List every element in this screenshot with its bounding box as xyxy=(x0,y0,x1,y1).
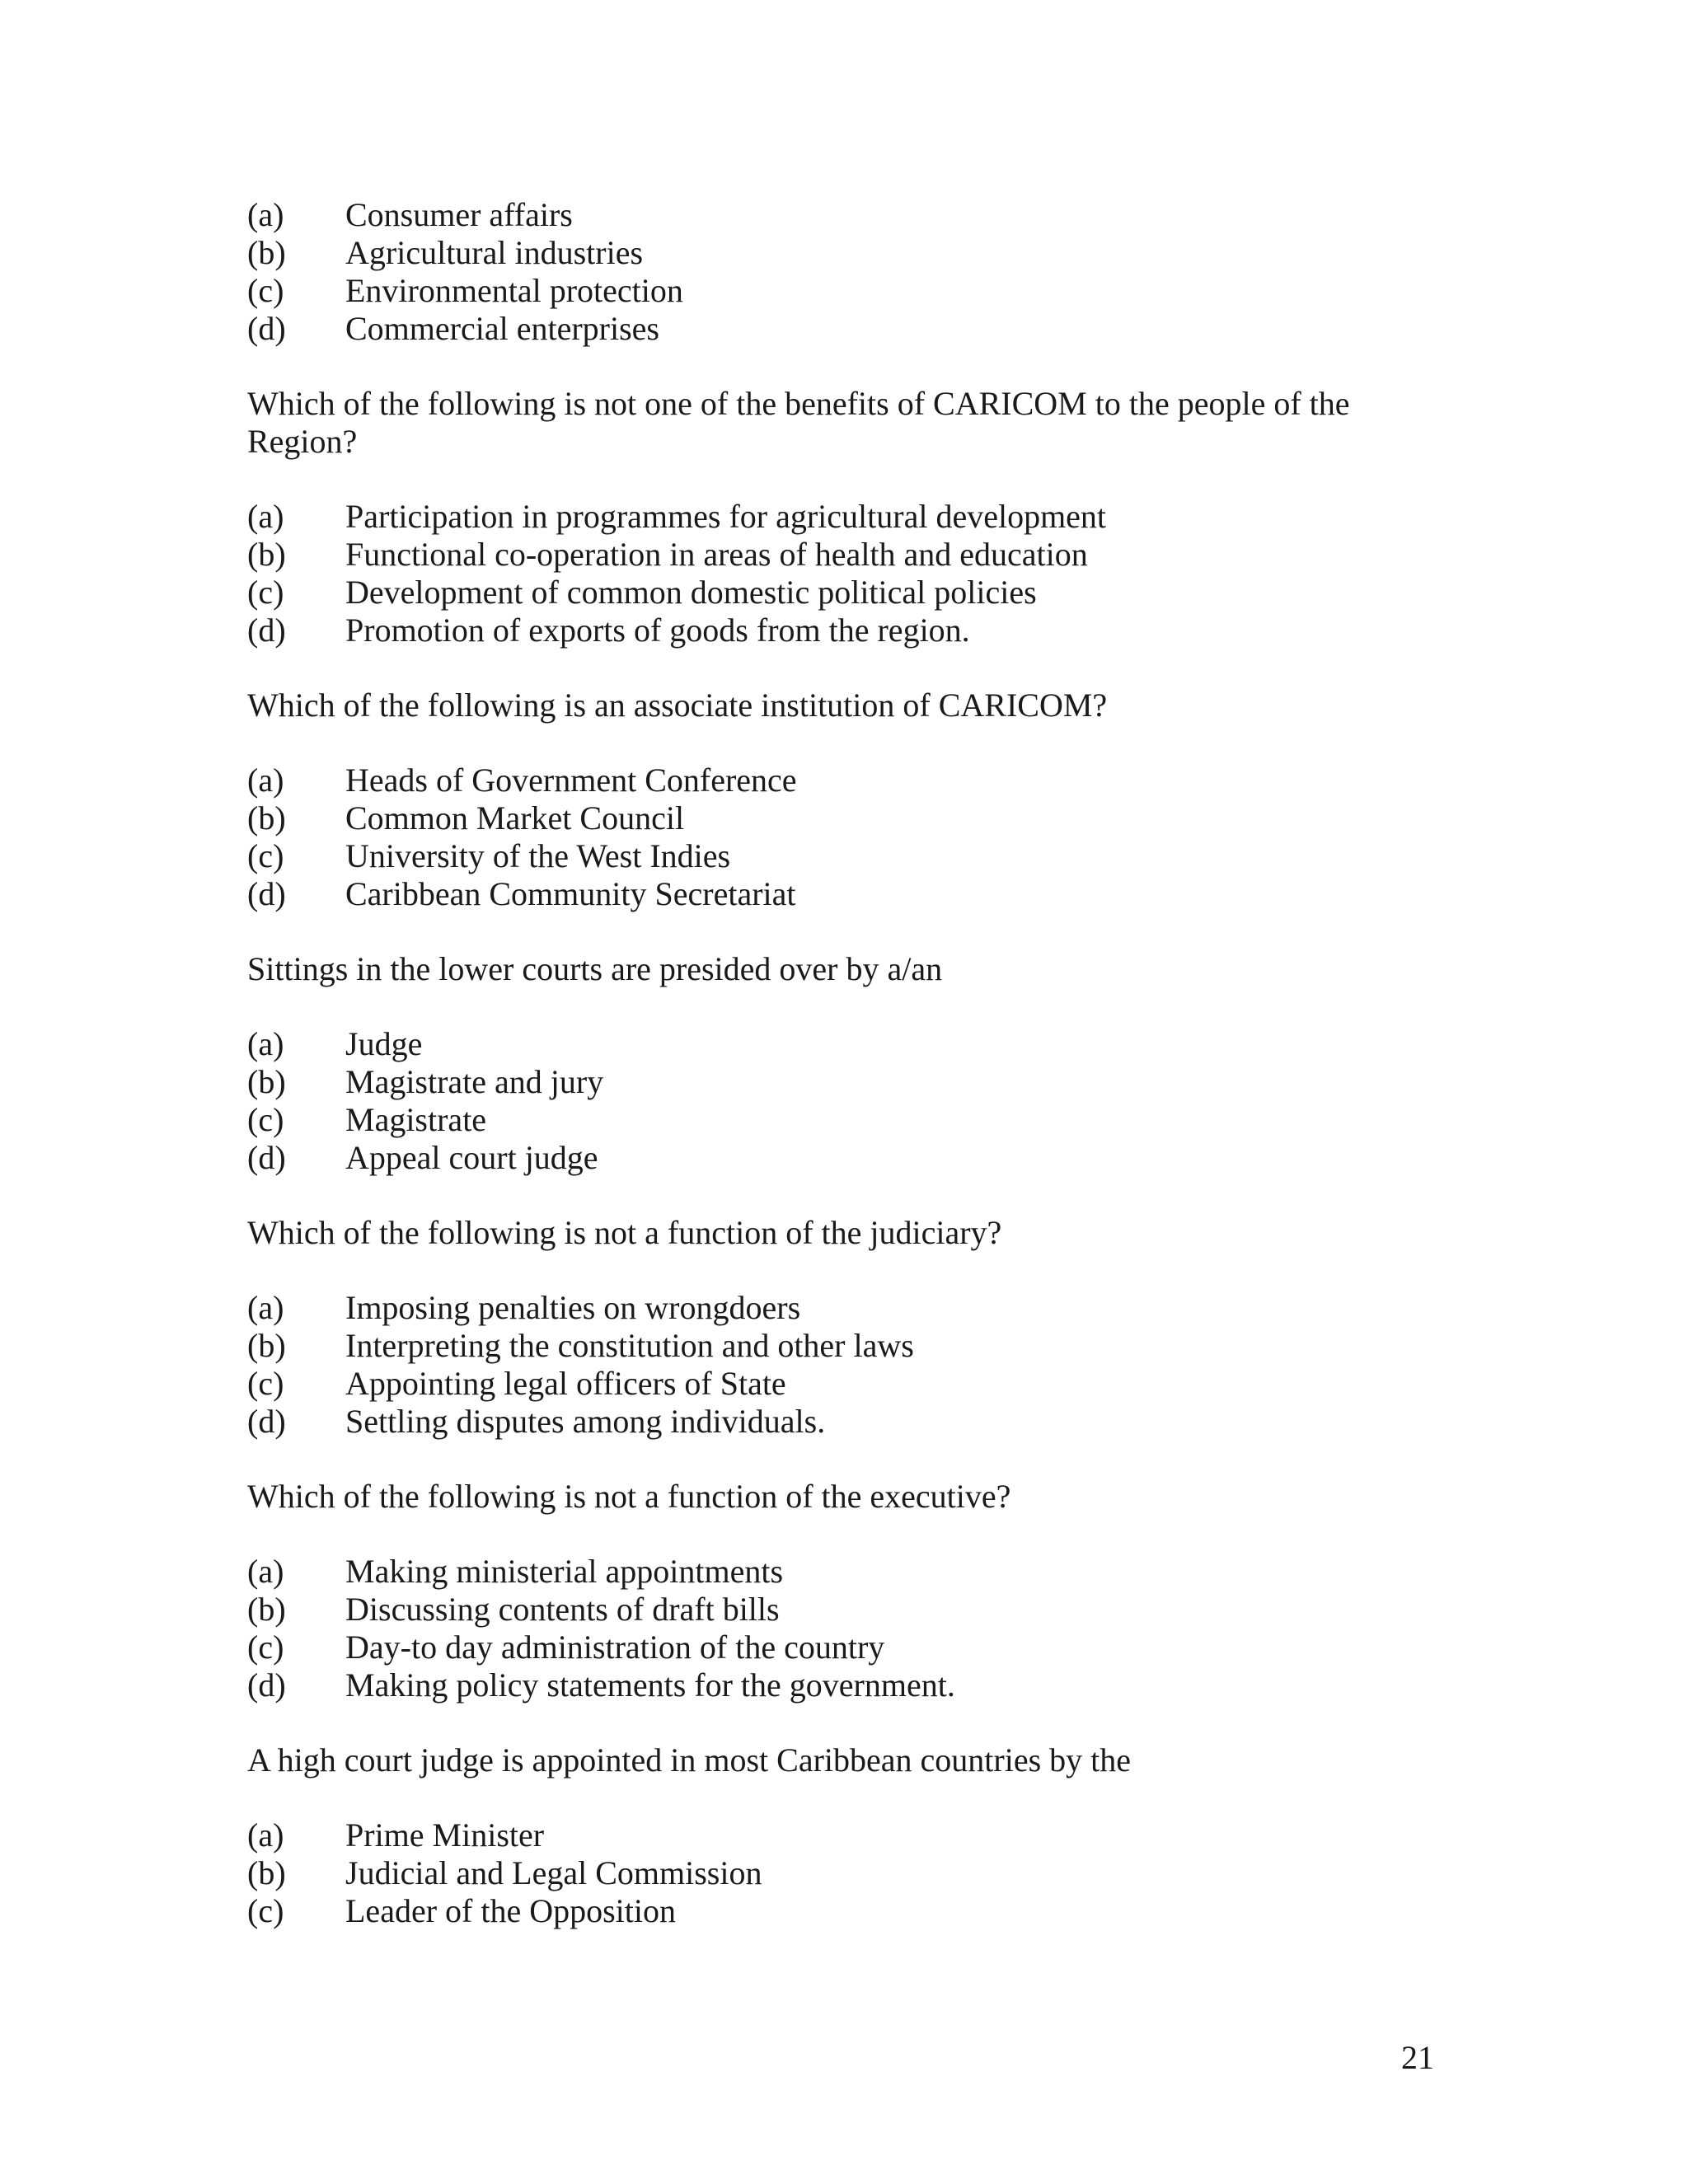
option-text: Magistrate xyxy=(345,1101,487,1138)
option-item xyxy=(247,272,1442,310)
option-letter: (a) xyxy=(247,1816,284,1854)
option-item xyxy=(247,1666,1442,1704)
options-list xyxy=(247,1289,1442,1441)
option-text: Judge xyxy=(345,1025,423,1062)
option-letter: (c) xyxy=(247,1892,284,1929)
option-text: Agricultural industries xyxy=(345,234,644,271)
option-text: Common Market Council xyxy=(345,799,685,837)
option-item xyxy=(247,1403,1442,1441)
option-letter: (c) xyxy=(247,1365,284,1402)
option-letter: (a) xyxy=(247,498,284,535)
question-text: Which of the following is not a function of the executive? xyxy=(247,1478,1011,1515)
option-text: University of the West Indies xyxy=(345,837,731,874)
option-text: Appeal court judge xyxy=(345,1139,598,1176)
option-text: Judicial and Legal Commission xyxy=(345,1854,762,1891)
option-text: Heads of Government Conference xyxy=(345,762,797,799)
options-list xyxy=(247,196,1442,348)
option-item xyxy=(247,1591,1442,1629)
option-item xyxy=(247,1816,1442,1854)
option-item xyxy=(247,1063,1442,1101)
option-text: Appointing legal officers of State xyxy=(345,1365,786,1402)
option-text: Making ministerial appointments xyxy=(345,1553,784,1590)
option-letter: (d) xyxy=(247,1139,286,1176)
option-text: Day-to day administration of the country xyxy=(345,1629,885,1666)
option-letter: (c) xyxy=(247,1629,284,1666)
option-item xyxy=(247,1327,1442,1365)
option-item xyxy=(247,1629,1442,1666)
option-item xyxy=(247,1553,1442,1591)
option-item xyxy=(247,498,1442,536)
question-text: Which of the following is an associate institution of CARICOM? xyxy=(247,687,1108,724)
option-letter: (b) xyxy=(247,536,286,573)
option-text: Making policy statements for the government. xyxy=(345,1666,955,1704)
option-text: Settling disputes among individuals. xyxy=(345,1403,826,1440)
question-text: Which of the following is not one of the benefits of CARICOM to the people of the Region? xyxy=(247,385,1350,460)
option-item xyxy=(247,1892,1442,1930)
question-text: Which of the following is not a function of the judiciary? xyxy=(247,1214,1002,1251)
option-letter: (d) xyxy=(247,1666,286,1704)
option-letter: (b) xyxy=(247,234,286,271)
option-letter: (d) xyxy=(247,1403,286,1440)
option-text: Leader of the Opposition xyxy=(345,1892,676,1929)
option-letter: (b) xyxy=(247,1854,286,1891)
option-item xyxy=(247,875,1442,913)
option-text: Promotion of exports of goods from the region. xyxy=(345,612,970,649)
option-text: Caribbean Community Secretariat xyxy=(345,875,796,912)
option-item xyxy=(247,1139,1442,1177)
option-item xyxy=(247,612,1442,649)
page-number: 21 xyxy=(1401,2039,1434,2076)
option-letter: (c) xyxy=(247,1101,284,1138)
question-text: A high court judge is appointed in most Caribbean countries by the xyxy=(247,1741,1132,1779)
option-item xyxy=(247,1365,1442,1403)
option-letter: (a) xyxy=(247,196,284,233)
question-list xyxy=(247,196,1442,1930)
options-list xyxy=(247,1816,1442,1930)
option-text: Consumer affairs xyxy=(345,196,573,233)
question-text: Sittings in the lower courts are presided over by a/an xyxy=(247,950,943,987)
option-letter: (a) xyxy=(247,1025,284,1062)
option-letter: (c) xyxy=(247,272,284,309)
option-text: Magistrate and jury xyxy=(345,1063,604,1100)
options-list xyxy=(247,1025,1442,1177)
option-item xyxy=(247,1289,1442,1327)
option-text: Imposing penalties on wrongdoers xyxy=(345,1289,801,1326)
option-item xyxy=(247,234,1442,272)
option-item xyxy=(247,1025,1442,1063)
option-item xyxy=(247,1101,1442,1139)
option-item xyxy=(247,1854,1442,1892)
option-item xyxy=(247,799,1442,837)
options-list xyxy=(247,498,1442,649)
option-item xyxy=(247,762,1442,799)
option-letter: (b) xyxy=(247,1591,286,1628)
option-item xyxy=(247,536,1442,574)
option-letter: (c) xyxy=(247,574,284,611)
option-text: Participation in programmes for agricultural development xyxy=(345,498,1107,535)
option-letter: (b) xyxy=(247,799,286,837)
option-text: Development of common domestic political policies xyxy=(345,574,1037,611)
option-letter: (a) xyxy=(247,762,284,799)
option-letter: (a) xyxy=(247,1553,284,1590)
option-letter: (b) xyxy=(247,1063,286,1100)
options-list xyxy=(247,762,1442,913)
option-text: Functional co-operation in areas of health and education xyxy=(345,536,1088,573)
option-text: Discussing contents of draft bills xyxy=(345,1591,780,1628)
option-item xyxy=(247,837,1442,875)
option-letter: (a) xyxy=(247,1289,284,1326)
option-text: Interpreting the constitution and other laws xyxy=(345,1327,914,1364)
options-list xyxy=(247,1553,1442,1704)
option-item xyxy=(247,574,1442,612)
option-letter: (d) xyxy=(247,612,286,649)
option-item xyxy=(247,310,1442,348)
option-item xyxy=(247,196,1442,234)
option-letter: (c) xyxy=(247,837,284,874)
option-letter: (d) xyxy=(247,875,286,912)
option-letter: (b) xyxy=(247,1327,286,1364)
option-text: Environmental protection xyxy=(345,272,683,309)
option-text: Commercial enterprises xyxy=(345,310,659,347)
option-text: Prime Minister xyxy=(345,1816,545,1854)
option-letter: (d) xyxy=(247,310,286,347)
